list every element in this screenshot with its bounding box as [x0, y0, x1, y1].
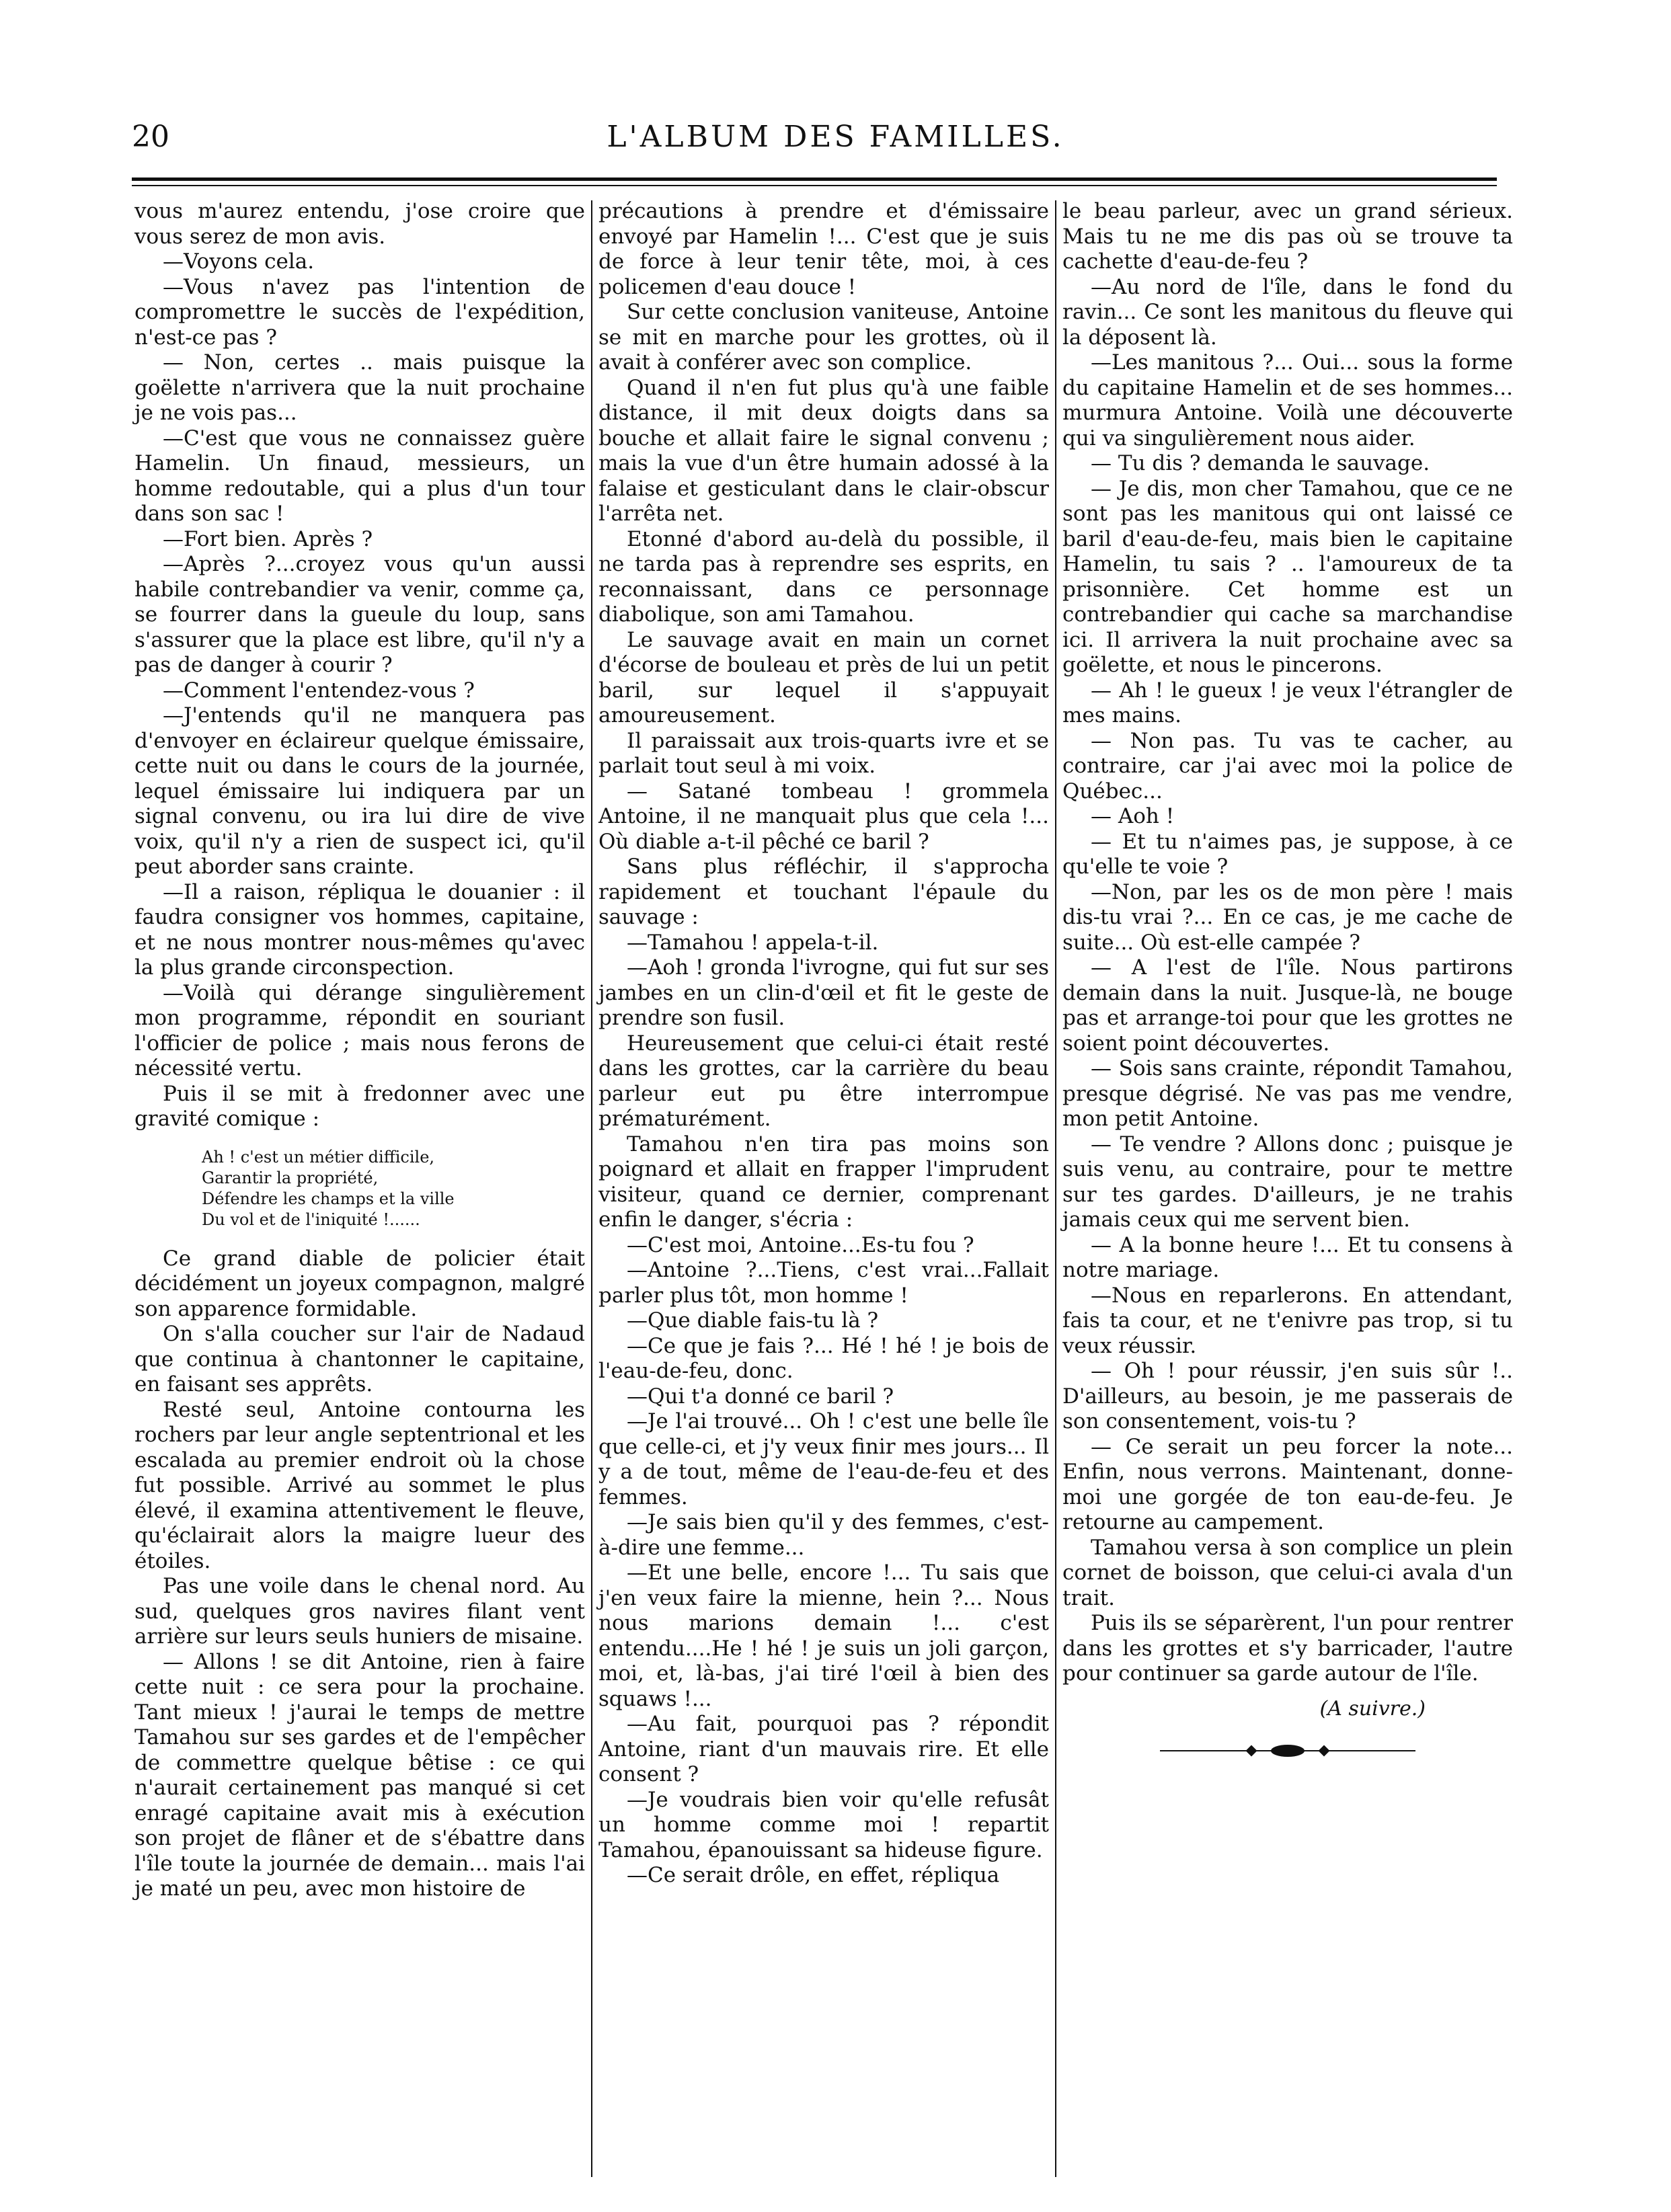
paragraph: Il paraissait aux trois-quarts ivre et se parlait tout seul à mi voix.	[598, 728, 1049, 778]
paragraph: — Non, certes .. mais puisque la goëlette n'arrivera que la nuit prochaine je ne vois pas...	[134, 350, 585, 425]
paragraph: —Au nord de l'île, dans le fond du ravin... Ce sont les manitous du fleuve qui la déposent là.	[1062, 274, 1513, 350]
paragraph: —Il a raison, répliqua le douanier : il faudra consigner vos hommes, capitaine, et ne nous montrer nous-mêmes qu'avec la plus grande circonspection.	[134, 879, 585, 980]
paragraph: — Ah ! le gueux ! je veux l'étrangler de mes mains.	[1062, 678, 1513, 727]
song-verse	[202, 1147, 585, 1230]
paragraph: —Aoh ! gronda l'ivrogne, qui fut sur ses jambes en un clin-d'œil et fit le geste de prendre son fusil.	[598, 955, 1049, 1030]
header-rule-thin	[132, 185, 1497, 186]
paragraph: Heureusement que celui-ci était resté dans les grottes, car la carrière du beau parleur eut pu être interrompue prématurément.	[598, 1031, 1049, 1131]
paragraph: —Vous n'avez pas l'intention de compromettre le succès de l'expédition, n'est-ce pas ?	[134, 274, 585, 350]
paragraph: —Voilà qui dérange singulièrement mon programme, répondit en souriant l'officier de police ; mais nous ferons de nécessité vertu.	[134, 980, 585, 1080]
column-3	[1062, 199, 1513, 1757]
paragraph: — Non pas. Tu vas te cacher, au contraire, car j'ai avec moi la police de Québec...	[1062, 728, 1513, 803]
header-rule-thick	[132, 177, 1497, 181]
paragraph: précautions à prendre et d'émissaire envoyé par Hamelin !... C'est que je suis de force à leur tenir tête, moi, à ces policemen d'eau douce !	[598, 199, 1049, 299]
paragraph: Quand il n'en fut plus qu'à une faible distance, il mit deux doigts dans sa bouche et allait faire le signal convenu ; mais la vue d'un être humain adossé à la falaise et gesticulant dans le clair-obscur l'arrêta net.	[598, 375, 1049, 526]
paragraph: —Ce que je fais ?... Hé ! hé ! je bois de l'eau-de-feu, donc.	[598, 1333, 1049, 1383]
paragraph: —Je sais bien qu'il y des femmes, c'est-à-dire une femme...	[598, 1510, 1049, 1560]
paragraph: —Tamahou ! appela-t-il.	[627, 930, 879, 955]
paragraph: —Fort bien. Après ?	[163, 526, 373, 551]
paragraph: Sur cette conclusion vaniteuse, Antoine se mit en marche pour les grottes, où il avait à conférer avec son complice.	[598, 300, 1049, 374]
song-line: Garantir la propriété,	[202, 1168, 379, 1187]
paragraph: le beau parleur, avec un grand sérieux. Mais tu ne me dis pas où se trouve ta cachette d'eau-de-feu ?	[1062, 199, 1513, 274]
paragraph: —Qui t'a donné ce baril ?	[627, 1384, 894, 1409]
paragraph: — Je dis, mon cher Tamahou, que ce ne sont pas les manitous qui ont laissé ce baril d'eau-de-feu, mais bien le capitaine Hamelin, tu sais ? .. l'amoureux de ta prisonnière. Cet homme est un contrebandier qui cache sa marchandise ici. Il arrivera la nuit prochaine avec sa goëlette, et nous le pincerons.	[1062, 476, 1513, 677]
paragraph: — Et tu n'aimes pas, je suppose, à ce qu'elle te voie ?	[1062, 829, 1513, 879]
paragraph: —Je l'ai trouvé... Oh ! c'est une belle île que celle-ci, et j'y veux finir mes jours... Il y a de tout, même de l'eau-de-feu et des femmes.	[598, 1409, 1049, 1509]
paragraph: Pas une voile dans le chenal nord. Au sud, quelques gros navires filant vent arrière sur leurs seuls huniers de misaine.	[134, 1574, 585, 1649]
paragraph: —Les manitous ?... Oui... sous la forme du capitaine Hamelin et de ses hommes... murmura Antoine. Voilà une découverte qui va singulièrement nous aider.	[1062, 350, 1513, 450]
paragraph: On s'alla coucher sur l'air de Nadaud que continua à chantonner le capitaine, en faisant ses apprêts.	[134, 1322, 585, 1396]
paragraph: — A l'est de l'île. Nous partirons demain dans la nuit. Jusque-là, ne bouge pas et arrange-toi pour que les grottes ne soient point découvertes.	[1062, 955, 1513, 1056]
paragraph: —Comment l'entendez-vous ?	[163, 678, 475, 703]
paragraph: Ce grand diable de policier était décidément un joyeux compagnon, malgré son apparence formidable.	[134, 1246, 585, 1321]
paragraph: —Non, par les os de mon père ! mais dis-tu vrai ?... En ce cas, je me cache de suite... Où est-elle campée ?	[1062, 879, 1513, 955]
paragraph: —Après ?...croyez vous qu'un aussi habile contrebandier va venir, comme ça, se fourrer dans la gueule du loup, sans s'assurer que la place est libre, qu'il n'y a pas de danger à courir ?	[134, 552, 585, 677]
paragraph: vous m'aurez entendu, j'ose croire que vous serez de mon avis.	[134, 199, 585, 249]
paragraph: —J'entends qu'il ne manquera pas d'envoyer en éclaireur quelque émissaire, cette nuit ou dans le cours de la journée, lequel émissaire lui indiquera par un signal convenu, ou ira lui dire de vive voix, qu'il n'y a rien de suspect ici, qu'il peut aborder sans crainte.	[134, 703, 585, 879]
paragraph: —Antoine ?...Tiens, c'est vrai...Fallait parler plus tôt, mon homme !	[598, 1258, 1049, 1308]
paragraph: — Aoh !	[1091, 804, 1175, 828]
paragraph: —Que diable fais-tu là ?	[627, 1308, 879, 1333]
paragraph: —C'est que vous ne connaissez guère Hamelin. Un finaud, messieurs, un homme redoutable, qui a plus d'un tour dans son sac !	[134, 426, 585, 526]
paragraph: —Et une belle, encore !... Tu sais que j'en veux faire la mienne, hein ?... Nous nous marions demain !... c'est entendu....He ! hé ! je suis un joli garçon, moi, et, là-bas, j'ai tiré l'œil à bien des squaws !...	[598, 1561, 1049, 1711]
paragraph: Le sauvage avait en main un cornet d'écorse de bouleau et près de lui un petit baril, sur lequel il s'appuyait amoureusement.	[598, 627, 1049, 727]
page-number: 20	[132, 120, 169, 154]
column-1	[134, 199, 585, 1902]
paragraph: — Oh ! pour réussir, j'en suis sûr !.. D'ailleurs, au besoin, je me passerais de son consentement, vois-tu ?	[1062, 1359, 1513, 1433]
song-line: Ah ! c'est un métier difficile,	[202, 1147, 435, 1167]
paragraph: —C'est moi, Antoine...Es-tu fou ?	[627, 1232, 974, 1257]
column-2	[598, 199, 1049, 1889]
paragraph: —Au fait, pourquoi pas ? répondit Antoine, riant d'un mauvais rire. Et elle consent ?	[598, 1712, 1049, 1786]
paragraph: Tamahou versa à son complice un plein cornet de boisson, que celui-ci avala d'un trait.	[1062, 1535, 1513, 1610]
paragraph: — Satané tombeau ! grommela Antoine, il ne manquait plus que cela !... Où diable a-t-il pêché ce baril ?	[598, 779, 1049, 854]
paragraph: —Je voudrais bien voir qu'elle refusât un homme comme moi ! repartit Tamahou, épanouissant sa hideuse figure.	[598, 1787, 1049, 1862]
song-line: Du vol et de l'iniquité !......	[202, 1210, 420, 1229]
column-separator-1	[591, 200, 592, 2177]
paragraph: — Te vendre ? Allons donc ; puisque je suis venu, au contraire, pour te mettre sur tes gardes. D'ailleurs, je ne trahis jamais ceux qui me servent bien.	[1062, 1132, 1513, 1232]
paragraph: —Ce serait drôle, en effet, répliqua	[627, 1863, 1000, 1887]
ornament-center	[1271, 1745, 1305, 1757]
paragraph: —Nous en reparlerons. En attendant, fais ta cour, et ne t'enivre pas trop, si tu veux réussir.	[1062, 1283, 1513, 1358]
paragraph: Tamahou n'en tira pas moins son poignard et allait en frapper l'imprudent visiteur, quand ce dernier, comprenant enfin le danger, s'écria :	[598, 1132, 1049, 1232]
paragraph: Puis il se mit à fredonner avec une gravité comique :	[134, 1081, 585, 1131]
song-line: Défendre les champs et la ville	[202, 1189, 455, 1208]
ornament-diamond-right	[1319, 1745, 1330, 1757]
paragraph: — Allons ! se dit Antoine, rien à faire cette nuit : ce sera pour la prochaine. Tant mieux ! j'aurai le temps de mettre Tamahou sur ses gardes et de l'empêcher de commettre quelque bêtise : ce qui n'aurait certainement pas manqué si cet enragé capitaine avait mis à exécution son projet de flâner et de s'ébattre dans l'île toute la journée de demain... mais l'ai je maté un peu, avec mon histoire de	[134, 1649, 585, 1901]
paragraph: — Tu dis ? demanda le sauvage.	[1091, 451, 1430, 475]
paragraph: Resté seul, Antoine contourna les rochers par leur angle septentrional et les escalada au premier endroit où la chose fut possible. Arrivé au sommet le plus élevé, il examina attentivement le fleuve, qu'éclairait alors la maigre lueur des étoiles.	[134, 1397, 585, 1573]
paragraph: —Voyons cela.	[163, 249, 315, 274]
paragraph: — Sois sans crainte, répondit Tamahou, presque dégrisé. Ne vas pas me vendre, mon petit Antoine.	[1062, 1056, 1513, 1131]
paragraph: Etonné d'abord au-delà du possible, il ne tarda pas à reprendre ses esprits, en reconnaissant, dans ce personnage diabolique, son ami Tamahou.	[598, 526, 1049, 627]
paragraph: — A la bonne heure !... Et tu consens à notre mariage.	[1062, 1232, 1513, 1282]
column-separator-2	[1055, 200, 1056, 2177]
end-ornament	[1160, 1744, 1415, 1757]
to-be-continued: (A suivre.)	[1319, 1696, 1426, 1721]
ornament-diamond-left	[1246, 1745, 1257, 1757]
paragraph: Puis ils se séparèrent, l'un pour rentrer dans les grottes et s'y barricader, l'autre pour continuer sa garde autour de l'île.	[1062, 1611, 1513, 1686]
paragraph: — Ce serait un peu forcer la note... Enfin, nous verrons. Maintenant, donne-moi une gorgée de ton eau-de-feu. Je retourne au campement.	[1062, 1434, 1513, 1534]
running-title: L'ALBUM DES FAMILLES.	[607, 120, 1064, 154]
paragraph: Sans plus réfléchir, il s'approcha rapidement et touchant l'épaule du sauvage :	[598, 855, 1049, 929]
